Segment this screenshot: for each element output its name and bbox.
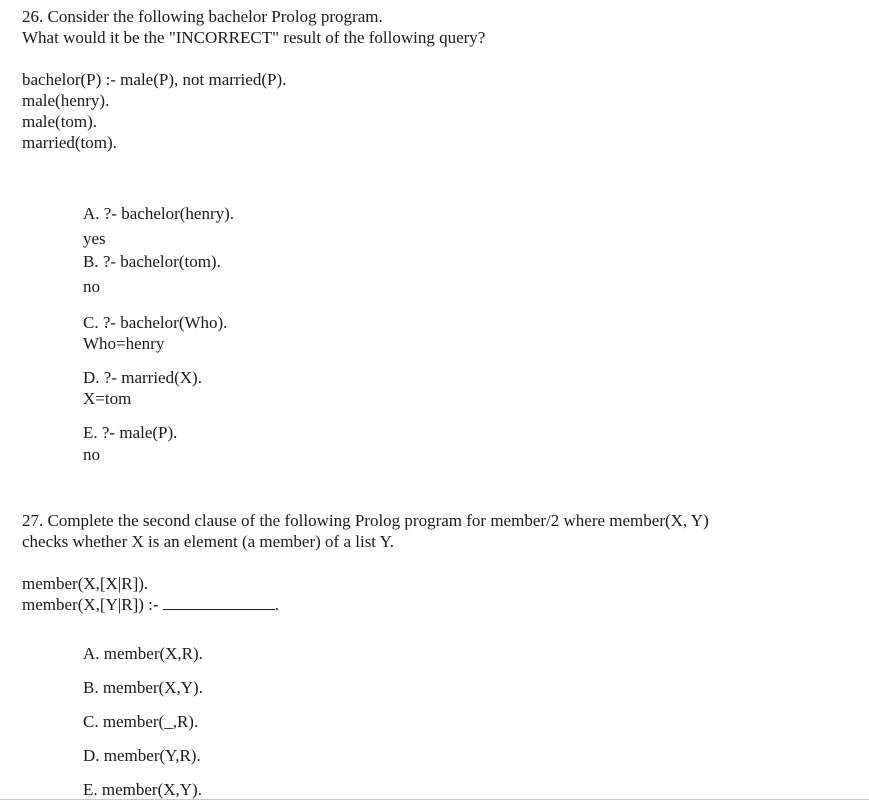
q26-option-d-query: D. ?- married(X).	[83, 368, 202, 387]
q27-option-a: A. member(X,R).	[83, 644, 203, 663]
bottom-divider	[0, 799, 869, 800]
q26-code-line: married(tom).	[22, 133, 117, 152]
q27-option-c: C. member(_,R).	[83, 712, 199, 731]
q27-heading-line2: checks whether X is an element (a member) of a list Y.	[22, 532, 394, 551]
q26-option-b-query: B. ?- bachelor(tom).	[83, 252, 221, 271]
q27-code-line2-prefix: member(X,[Y|R]) :-	[22, 595, 163, 614]
q26-option-d-result: X=tom	[83, 389, 132, 408]
q26-option-c-query: C. ?- bachelor(Who).	[83, 313, 228, 332]
q26-code-line: male(tom).	[22, 112, 98, 131]
q26-option-e-result: no	[83, 445, 100, 464]
q26-code-line: bachelor(P) :- male(P), not married(P).	[22, 70, 287, 89]
q26-option-b-result: no	[83, 277, 100, 296]
q27-code-line2-suffix: .	[274, 595, 280, 614]
q27-option-b: B. member(X,Y).	[83, 678, 203, 697]
q26-heading-line1: 26. Consider the following bachelor Prolog program.	[22, 7, 383, 26]
q26-code-line: male(henry).	[22, 91, 110, 110]
q27-option-e: E. member(X,Y).	[83, 780, 202, 799]
q27-code-line2	[22, 594, 279, 615]
q27-code-line1: member(X,[X|R]).	[22, 574, 149, 593]
q26-option-a-query: A. ?- bachelor(henry).	[83, 204, 235, 223]
q27-option-d: D. member(Y,R).	[83, 746, 201, 765]
q26-option-c-result: Who=henry	[83, 334, 165, 353]
q26-option-a-result: yes	[83, 229, 106, 248]
answer-blank	[163, 595, 275, 610]
q26-option-e-query: E. ?- male(P).	[83, 423, 178, 442]
q27-heading-line1: 27. Complete the second clause of the following Prolog program for member/2 where member(X, Y)	[22, 511, 709, 530]
q26-heading-line2: What would it be the "INCORRECT" result of the following query?	[22, 28, 486, 47]
